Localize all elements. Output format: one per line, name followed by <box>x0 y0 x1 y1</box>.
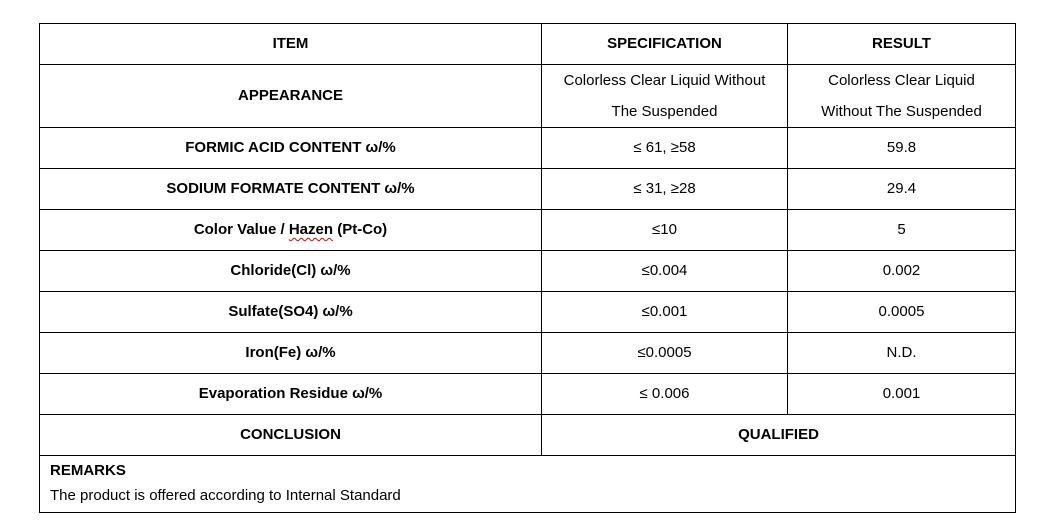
row-item <box>40 210 542 251</box>
row-spec: ≤ 61, ≥58 <box>542 128 788 169</box>
appearance-spec-line2: The Suspended <box>611 103 718 120</box>
appearance-spec <box>542 65 788 128</box>
row-result: 59.8 <box>788 128 1016 169</box>
row-item-text-suffix: (Pt-Co) <box>333 221 388 238</box>
row-spec: ≤ 31, ≥28 <box>542 169 788 210</box>
row-item <box>40 128 542 169</box>
conclusion-row <box>40 415 1016 456</box>
table-row <box>40 210 1016 251</box>
row-item <box>40 292 542 333</box>
row-spec: ≤0.001 <box>542 292 788 333</box>
row-result: 0.002 <box>788 251 1016 292</box>
row-spec: ≤ 0.006 <box>542 374 788 415</box>
table-row <box>40 251 1016 292</box>
header-item: ITEM <box>40 24 542 65</box>
appearance-spec-line1: Colorless Clear Liquid Without <box>563 72 766 89</box>
row-item-text: FORMIC ACID CONTENT ω/% <box>185 139 396 156</box>
row-result: 5 <box>788 210 1016 251</box>
row-item-text: Color Value / <box>193 221 289 238</box>
remarks-title: REMARKS <box>50 462 126 479</box>
specification-table <box>39 23 1016 513</box>
table-row <box>40 292 1016 333</box>
appearance-result-line2: Without The Suspended <box>821 103 982 120</box>
row-item <box>40 169 542 210</box>
conclusion-label: CONCLUSION <box>40 415 542 456</box>
table-row <box>40 169 1016 210</box>
table-row <box>40 333 1016 374</box>
appearance-result <box>788 65 1016 128</box>
header-specification: SPECIFICATION <box>542 24 788 65</box>
row-spec: ≤0.0005 <box>542 333 788 374</box>
remarks-row <box>40 456 1016 513</box>
row-item-text: SODIUM FORMATE CONTENT ω/% <box>166 180 415 197</box>
row-spec: ≤10 <box>542 210 788 251</box>
remarks-text: The product is offered according to Internal Standard <box>50 487 401 504</box>
row-spec: ≤0.004 <box>542 251 788 292</box>
conclusion-value: QUALIFIED <box>542 415 1016 456</box>
row-result: 0.0005 <box>788 292 1016 333</box>
row-item <box>40 333 542 374</box>
table-row <box>40 374 1016 415</box>
row-item <box>40 374 542 415</box>
header-result: RESULT <box>788 24 1016 65</box>
remarks-cell <box>40 456 1016 513</box>
row-result: N.D. <box>788 333 1016 374</box>
row-result: 0.001 <box>788 374 1016 415</box>
table-header-row <box>40 24 1016 65</box>
row-item-text: Sulfate(SO4) ω/% <box>228 303 353 320</box>
table-row <box>40 128 1016 169</box>
appearance-item: APPEARANCE <box>40 65 542 128</box>
row-item-text: Iron(Fe) ω/% <box>245 344 336 361</box>
row-item-text: Evaporation Residue ω/% <box>198 385 383 402</box>
spellcheck-word: Hazen <box>288 221 334 238</box>
appearance-row <box>40 65 1016 128</box>
row-item <box>40 251 542 292</box>
row-item-text: Chloride(Cl) ω/% <box>230 262 351 279</box>
appearance-result-line1: Colorless Clear Liquid <box>828 72 975 89</box>
row-result: 29.4 <box>788 169 1016 210</box>
